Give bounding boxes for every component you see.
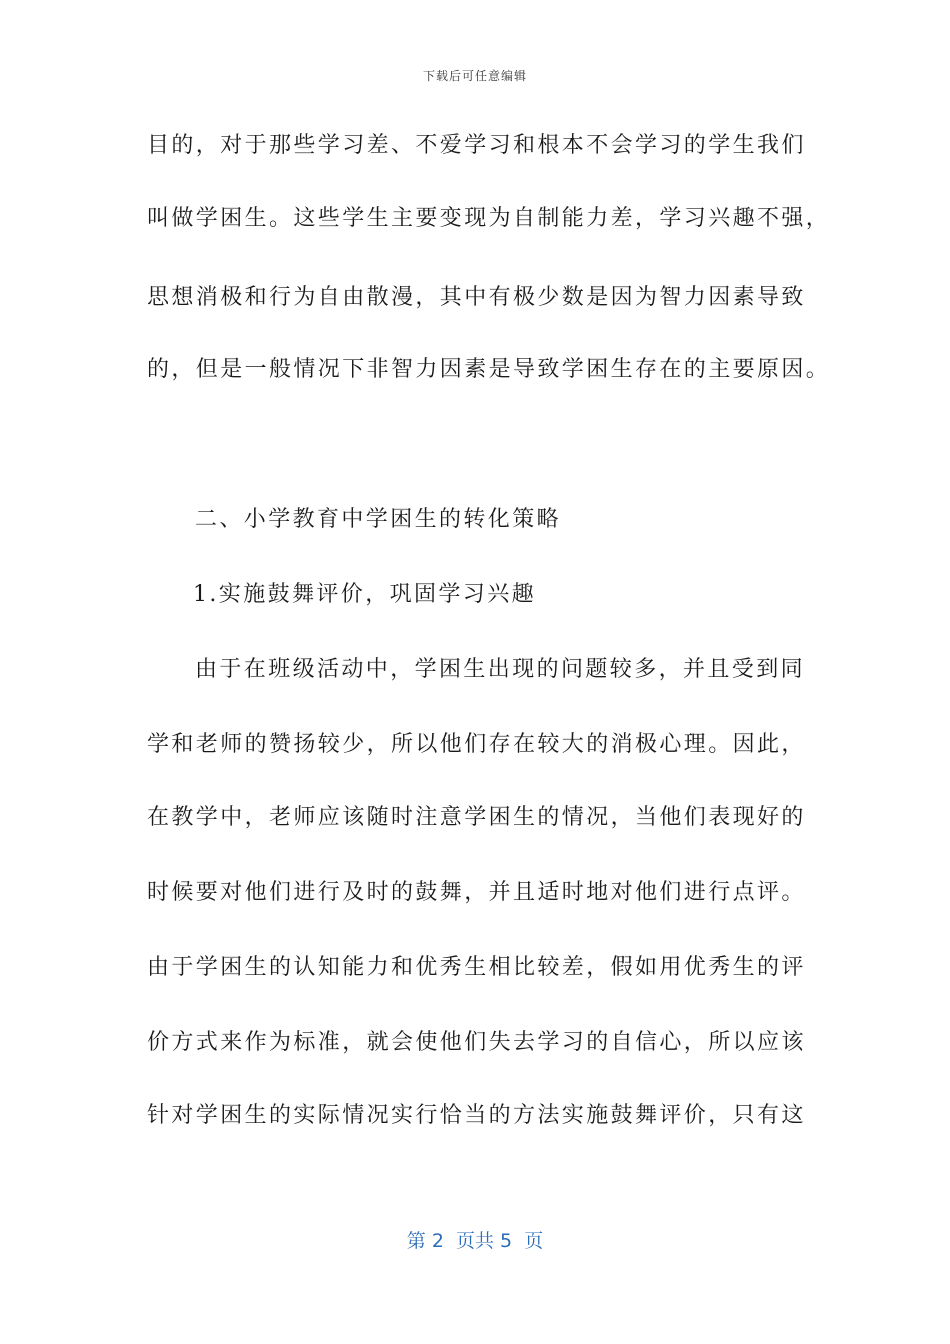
- page-number-footer: 第 2 页共 5 页: [406, 1230, 544, 1252]
- page-header: 下载后可任意编辑: [422, 69, 527, 83]
- subheading: 1.实施鼓舞评价，巩固学习兴趣: [193, 582, 536, 607]
- body-line: 的，但是一般情况下非智力因素是导致学困生存在的主要原因。: [147, 357, 831, 382]
- body-line: 目的，对于那些学习差、不爱学习和根本不会学习的学生我们: [147, 133, 806, 158]
- paragraph-line: 学和老师的赞扬较少，所以他们存在较大的消极心理。因此，: [147, 732, 806, 757]
- paragraph-line: 由于学困生的认知能力和优秀生相比较差，假如用优秀生的评: [147, 955, 806, 980]
- paragraph-line: 在教学中，老师应该随时注意学困生的情况，当他们表现好的: [147, 805, 806, 830]
- section-heading: 二、小学教育中学困生的转化策略: [195, 507, 562, 532]
- body-line: 思想消极和行为自由散漫，其中有极少数是因为智力因素导致: [147, 285, 806, 310]
- paragraph-line: 针对学困生的实际情况实行恰当的方法实施鼓舞评价，只有这: [147, 1103, 806, 1128]
- paragraph-line: 时候要对他们进行及时的鼓舞，并且适时地对他们进行点评。: [147, 880, 806, 905]
- body-line: 叫做学困生。这些学生主要变现为自制能力差，学习兴趣不强，: [147, 206, 831, 231]
- paragraph-line: 价方式来作为标准，就会使他们失去学习的自信心，所以应该: [147, 1030, 806, 1055]
- paragraph-line: 由于在班级活动中，学困生出现的问题较多，并且受到同: [195, 657, 806, 682]
